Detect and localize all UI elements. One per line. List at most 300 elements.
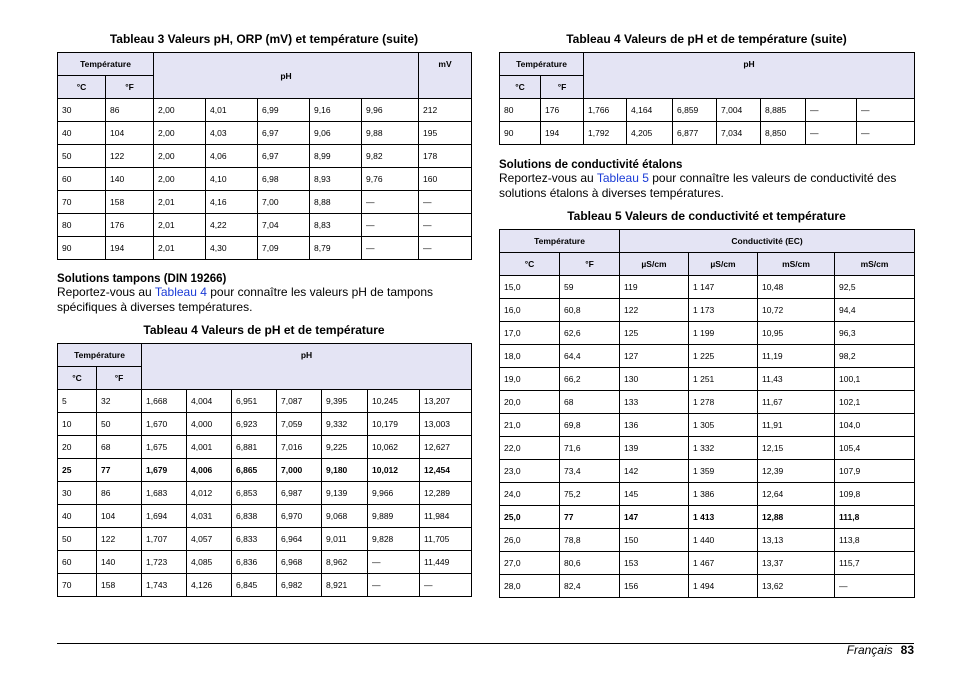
table-cell: 8,885: [761, 99, 806, 122]
table-cell: 104: [106, 122, 154, 145]
table-cell: 9,332: [322, 413, 368, 436]
table-cell: 8,850: [761, 122, 806, 145]
table-cell: 145: [620, 483, 689, 506]
table-cell: 11,19: [758, 345, 835, 368]
table-cell: 11,449: [420, 551, 472, 574]
table-cell: 6,853: [232, 482, 277, 505]
table-cell: 7,09: [258, 237, 310, 260]
table-row: [500, 299, 915, 322]
table-cell: 11,705: [420, 528, 472, 551]
table-cell: 17,0: [500, 322, 560, 345]
table-cell: 68: [97, 436, 142, 459]
table-cell: 158: [106, 191, 154, 214]
table-cell: 113,8: [835, 529, 915, 552]
table-cell: 6,964: [277, 528, 322, 551]
t5-header-us-1: µS/cm: [620, 253, 689, 276]
table-cell: —: [835, 575, 915, 598]
table4-suite: [499, 52, 915, 145]
table-cell: 6,97: [258, 145, 310, 168]
table-cell: 125: [620, 322, 689, 345]
table-cell: 32: [97, 390, 142, 413]
table-cell: 40: [58, 122, 106, 145]
table-cell: 9,225: [322, 436, 368, 459]
table-cell: 2,00: [154, 122, 206, 145]
table-cell: 4,30: [206, 237, 258, 260]
table-cell: 4,001: [187, 436, 232, 459]
table-cell: 1,723: [142, 551, 187, 574]
table-row: [58, 390, 472, 413]
table-row: [500, 122, 915, 145]
table-cell: 194: [106, 237, 154, 260]
table-cell: 1,694: [142, 505, 187, 528]
table-cell: 7,00: [258, 191, 310, 214]
table-cell: 8,88: [310, 191, 362, 214]
table-cell: 1,679: [142, 459, 187, 482]
table-cell: 6,859: [673, 99, 717, 122]
table-cell: 176: [106, 214, 154, 237]
table-cell: 160: [419, 168, 472, 191]
table3: [57, 52, 472, 260]
t3-header-ph: pH: [154, 53, 419, 99]
table-cell: 8,99: [310, 145, 362, 168]
table-cell: 80,6: [560, 552, 620, 575]
table-cell: 153: [620, 552, 689, 575]
table-cell: 1,675: [142, 436, 187, 459]
table-cell: 133: [620, 391, 689, 414]
table-cell: 2,00: [154, 99, 206, 122]
table-cell: 50: [58, 145, 106, 168]
table-cell: 60: [58, 168, 106, 191]
table-cell: 107,9: [835, 460, 915, 483]
table-cell: 20: [58, 436, 97, 459]
table3-body: [58, 99, 472, 260]
table-cell: —: [806, 122, 857, 145]
table-cell: 158: [97, 574, 142, 597]
table-row: [500, 552, 915, 575]
table-cell: 142: [620, 460, 689, 483]
table-cell: 4,004: [187, 390, 232, 413]
table-cell: 195: [419, 122, 472, 145]
table-cell: 104,0: [835, 414, 915, 437]
table-cell: 176: [541, 99, 584, 122]
table-cell: —: [368, 551, 420, 574]
table-row: [58, 459, 472, 482]
footer-rule: [57, 643, 914, 644]
table-cell: 19,0: [500, 368, 560, 391]
table-cell: 5: [58, 390, 97, 413]
table-row: [500, 575, 915, 598]
buffers-paragraph: [57, 285, 471, 315]
table-cell: 10: [58, 413, 97, 436]
table-cell: 73,4: [560, 460, 620, 483]
table-cell: 94,4: [835, 299, 915, 322]
table-cell: 12,454: [420, 459, 472, 482]
table-cell: 1 413: [689, 506, 758, 529]
table-cell: 96,3: [835, 322, 915, 345]
table-cell: 6,982: [277, 574, 322, 597]
table-cell: 4,085: [187, 551, 232, 574]
table-cell: 150: [620, 529, 689, 552]
t3-header-fahrenheit: °F: [106, 76, 154, 99]
table-cell: 86: [97, 482, 142, 505]
table-cell: 1 440: [689, 529, 758, 552]
table-cell: 10,72: [758, 299, 835, 322]
table-row: [58, 482, 472, 505]
table-cell: 4,205: [627, 122, 673, 145]
table-cell: 9,180: [322, 459, 368, 482]
table-row: [58, 551, 472, 574]
t4-header-ph: pH: [142, 344, 472, 390]
table-cell: 40: [58, 505, 97, 528]
table-cell: 4,164: [627, 99, 673, 122]
table-cell: 4,006: [187, 459, 232, 482]
table-cell: 12,39: [758, 460, 835, 483]
table-cell: 9,068: [322, 505, 368, 528]
table4-link[interactable]: Tableau 4: [154, 285, 207, 299]
table-cell: —: [419, 191, 472, 214]
table-cell: —: [857, 99, 915, 122]
table-cell: 9,395: [322, 390, 368, 413]
table-cell: 139: [620, 437, 689, 460]
table-cell: 27,0: [500, 552, 560, 575]
table-cell: 1 199: [689, 322, 758, 345]
buffers-heading: Solutions tampons (DIN 19266): [57, 273, 227, 285]
table-cell: 9,96: [362, 99, 419, 122]
table-cell: 2,01: [154, 214, 206, 237]
table-cell: 77: [97, 459, 142, 482]
table-cell: 11,43: [758, 368, 835, 391]
t4s-header-ph: pH: [584, 53, 915, 99]
table-cell: —: [362, 237, 419, 260]
table4-caption: Tableau 4 Valeurs de pH et de température: [143, 323, 385, 337]
table-cell: 9,76: [362, 168, 419, 191]
table-row: [58, 214, 472, 237]
t3-header-temperature: Température: [58, 53, 154, 76]
table-row: [500, 460, 915, 483]
table-cell: 6,987: [277, 482, 322, 505]
table-cell: 92,5: [835, 276, 915, 299]
table-cell: 13,62: [758, 575, 835, 598]
table-cell: —: [806, 99, 857, 122]
table-cell: 4,10: [206, 168, 258, 191]
table-cell: 2,00: [154, 145, 206, 168]
t5-header-celsius: °C: [500, 253, 560, 276]
table-cell: 9,966: [368, 482, 420, 505]
table-cell: 109,8: [835, 483, 915, 506]
table-cell: 11,91: [758, 414, 835, 437]
table-cell: 122: [106, 145, 154, 168]
table-cell: 10,48: [758, 276, 835, 299]
table-cell: 130: [620, 368, 689, 391]
table-cell: 1 173: [689, 299, 758, 322]
table-cell: 6,865: [232, 459, 277, 482]
table-cell: 8,921: [322, 574, 368, 597]
table-cell: 100,1: [835, 368, 915, 391]
table-row: [58, 528, 472, 551]
t4-header-fahrenheit: °F: [97, 367, 142, 390]
table-row: [58, 99, 472, 122]
table-cell: 59: [560, 276, 620, 299]
table-row: [500, 483, 915, 506]
table-cell: 80: [500, 99, 541, 122]
table-cell: 1 467: [689, 552, 758, 575]
table-cell: 6,845: [232, 574, 277, 597]
table-row: [58, 505, 472, 528]
right-column: [499, 32, 914, 598]
table-cell: 7,004: [717, 99, 761, 122]
table-cell: 13,003: [420, 413, 472, 436]
table-cell: 12,88: [758, 506, 835, 529]
table-row: [58, 574, 472, 597]
table-cell: 2,00: [154, 168, 206, 191]
table-cell: 4,22: [206, 214, 258, 237]
table5: [499, 229, 915, 598]
table-cell: 7,04: [258, 214, 310, 237]
table-cell: 136: [620, 414, 689, 437]
table-row: [500, 529, 915, 552]
table-cell: 7,016: [277, 436, 322, 459]
table-cell: 6,99: [258, 99, 310, 122]
table-row: [58, 436, 472, 459]
table-cell: 10,012: [368, 459, 420, 482]
table-cell: 2,01: [154, 237, 206, 260]
table-cell: 8,79: [310, 237, 362, 260]
table-cell: 75,2: [560, 483, 620, 506]
table-cell: 194: [541, 122, 584, 145]
table-cell: 9,011: [322, 528, 368, 551]
table-cell: 30: [58, 482, 97, 505]
table-cell: 104: [97, 505, 142, 528]
cond-text-after: pour connaître les valeurs de conductivité des solutions étalons à diverses températures.: [499, 171, 897, 200]
table-cell: 16,0: [500, 299, 560, 322]
table4-suite-body: [500, 99, 915, 145]
table-cell: 12,64: [758, 483, 835, 506]
table-cell: 7,000: [277, 459, 322, 482]
table-cell: 23,0: [500, 460, 560, 483]
table-cell: 1 305: [689, 414, 758, 437]
cond-text-before: Reportez-vous au: [499, 171, 597, 185]
table-row: [58, 237, 472, 260]
conductivity-paragraph: [499, 171, 914, 201]
table-cell: 25,0: [500, 506, 560, 529]
table-cell: 15,0: [500, 276, 560, 299]
table-cell: 70: [58, 191, 106, 214]
table-row: [500, 391, 915, 414]
table-row: [500, 437, 915, 460]
table-cell: —: [419, 214, 472, 237]
table-row: [500, 322, 915, 345]
table-cell: 1,707: [142, 528, 187, 551]
table-cell: 1 225: [689, 345, 758, 368]
table-cell: 6,881: [232, 436, 277, 459]
table-cell: 10,179: [368, 413, 420, 436]
table-cell: 6,97: [258, 122, 310, 145]
table-cell: 13,37: [758, 552, 835, 575]
table-cell: 9,889: [368, 505, 420, 528]
t4s-header-temperature: Température: [500, 53, 584, 76]
t5-header-conductivity: Conductivité (EC): [620, 230, 915, 253]
table-row: [500, 414, 915, 437]
table-cell: 140: [106, 168, 154, 191]
table-cell: 111,8: [835, 506, 915, 529]
table-cell: 122: [97, 528, 142, 551]
table-cell: 4,01: [206, 99, 258, 122]
table-cell: 30: [58, 99, 106, 122]
table-cell: 4,03: [206, 122, 258, 145]
table-cell: 4,16: [206, 191, 258, 214]
left-column: [57, 32, 471, 597]
table-cell: 178: [419, 145, 472, 168]
table-cell: 4,000: [187, 413, 232, 436]
table-cell: 6,98: [258, 168, 310, 191]
table-cell: 12,289: [420, 482, 472, 505]
page-footer: [847, 643, 914, 657]
table-cell: 9,828: [368, 528, 420, 551]
conductivity-heading: Solutions de conductivité étalons: [499, 159, 683, 171]
table-cell: 8,93: [310, 168, 362, 191]
table-cell: 9,139: [322, 482, 368, 505]
table-cell: 1 359: [689, 460, 758, 483]
table-cell: 60,8: [560, 299, 620, 322]
table-cell: 4,126: [187, 574, 232, 597]
table5-caption: Tableau 5 Valeurs de conductivité et température: [567, 209, 846, 223]
table-cell: 4,031: [187, 505, 232, 528]
table-cell: 1,683: [142, 482, 187, 505]
table-cell: 66,2: [560, 368, 620, 391]
page-number: 83: [900, 643, 914, 657]
table-cell: 11,984: [420, 505, 472, 528]
table-cell: 1 494: [689, 575, 758, 598]
table-cell: 11,67: [758, 391, 835, 414]
buffers-text-after: pour connaître les valeurs pH de tampons spécifiques à diverses températures.: [57, 285, 434, 314]
table4-suite-caption: Tableau 4 Valeurs de pH et de température (suite): [566, 32, 847, 46]
table-row: [58, 168, 472, 191]
table-cell: 1 386: [689, 483, 758, 506]
table-cell: 1,792: [584, 122, 627, 145]
table-cell: 69,8: [560, 414, 620, 437]
table-row: [500, 368, 915, 391]
table-cell: 6,923: [232, 413, 277, 436]
table-cell: 9,16: [310, 99, 362, 122]
table-cell: 90: [58, 237, 106, 260]
table-cell: 10,95: [758, 322, 835, 345]
table-cell: 4,06: [206, 145, 258, 168]
table-cell: 7,059: [277, 413, 322, 436]
t5-header-ms-2: mS/cm: [835, 253, 915, 276]
table-cell: 1 147: [689, 276, 758, 299]
table-cell: 7,087: [277, 390, 322, 413]
table-cell: 98,2: [835, 345, 915, 368]
table-cell: 13,207: [420, 390, 472, 413]
table-cell: —: [857, 122, 915, 145]
table-cell: 70: [58, 574, 97, 597]
table-cell: 6,833: [232, 528, 277, 551]
table5-body: [500, 276, 915, 598]
table-cell: 77: [560, 506, 620, 529]
table-cell: 8,962: [322, 551, 368, 574]
table-row: [500, 345, 915, 368]
table-row: [58, 122, 472, 145]
table-cell: 6,836: [232, 551, 277, 574]
table-cell: 64,4: [560, 345, 620, 368]
table-cell: 1,766: [584, 99, 627, 122]
table-cell: 4,012: [187, 482, 232, 505]
table-cell: 147: [620, 506, 689, 529]
table-cell: 9,88: [362, 122, 419, 145]
table-cell: 18,0: [500, 345, 560, 368]
t4s-header-fahrenheit: °F: [541, 76, 584, 99]
table-cell: 25: [58, 459, 97, 482]
table-cell: 8,83: [310, 214, 362, 237]
table-cell: 9,82: [362, 145, 419, 168]
table-cell: 12,15: [758, 437, 835, 460]
table-cell: 1 332: [689, 437, 758, 460]
table-cell: 20,0: [500, 391, 560, 414]
table5-link[interactable]: Tableau 5: [596, 171, 649, 185]
table-cell: 4,057: [187, 528, 232, 551]
table-row: [58, 145, 472, 168]
table-cell: 156: [620, 575, 689, 598]
t3-header-mv: mV: [419, 53, 472, 99]
table-row: [58, 413, 472, 436]
table-cell: 68: [560, 391, 620, 414]
table-row: [500, 506, 915, 529]
table-cell: 102,1: [835, 391, 915, 414]
table-cell: 78,8: [560, 529, 620, 552]
t5-header-ms-1: mS/cm: [758, 253, 835, 276]
footer-language: Français: [846, 643, 893, 657]
table-cell: 119: [620, 276, 689, 299]
table-cell: 80: [58, 214, 106, 237]
table-cell: 90: [500, 122, 541, 145]
table-cell: 10,245: [368, 390, 420, 413]
buffers-text-before: Reportez-vous au: [57, 285, 155, 299]
table-cell: 1,743: [142, 574, 187, 597]
table-cell: —: [362, 214, 419, 237]
table-cell: 6,838: [232, 505, 277, 528]
table3-caption: Tableau 3 Valeurs pH, ORP (mV) et température (suite): [109, 32, 419, 46]
table-cell: 62,6: [560, 322, 620, 345]
table-cell: 24,0: [500, 483, 560, 506]
t4s-header-celsius: °C: [500, 76, 541, 99]
table-cell: 2,01: [154, 191, 206, 214]
t4-header-temperature: Température: [58, 344, 142, 367]
table-cell: 71,6: [560, 437, 620, 460]
table-cell: 105,4: [835, 437, 915, 460]
table-cell: 12,627: [420, 436, 472, 459]
table-cell: 6,968: [277, 551, 322, 574]
table-cell: 50: [97, 413, 142, 436]
table-cell: 22,0: [500, 437, 560, 460]
table-cell: 6,951: [232, 390, 277, 413]
table-cell: 1,670: [142, 413, 187, 436]
table-cell: 9,06: [310, 122, 362, 145]
table-cell: 115,7: [835, 552, 915, 575]
t5-header-temperature: Température: [500, 230, 620, 253]
table-cell: 26,0: [500, 529, 560, 552]
table-cell: 140: [97, 551, 142, 574]
table-cell: 82,4: [560, 575, 620, 598]
table-cell: 13,13: [758, 529, 835, 552]
table4-body: [58, 390, 472, 597]
table-cell: —: [362, 191, 419, 214]
table-row: [500, 276, 915, 299]
t5-header-fahrenheit: °F: [560, 253, 620, 276]
table-cell: 21,0: [500, 414, 560, 437]
table-cell: 86: [106, 99, 154, 122]
table-cell: —: [368, 574, 420, 597]
table-cell: 10,062: [368, 436, 420, 459]
